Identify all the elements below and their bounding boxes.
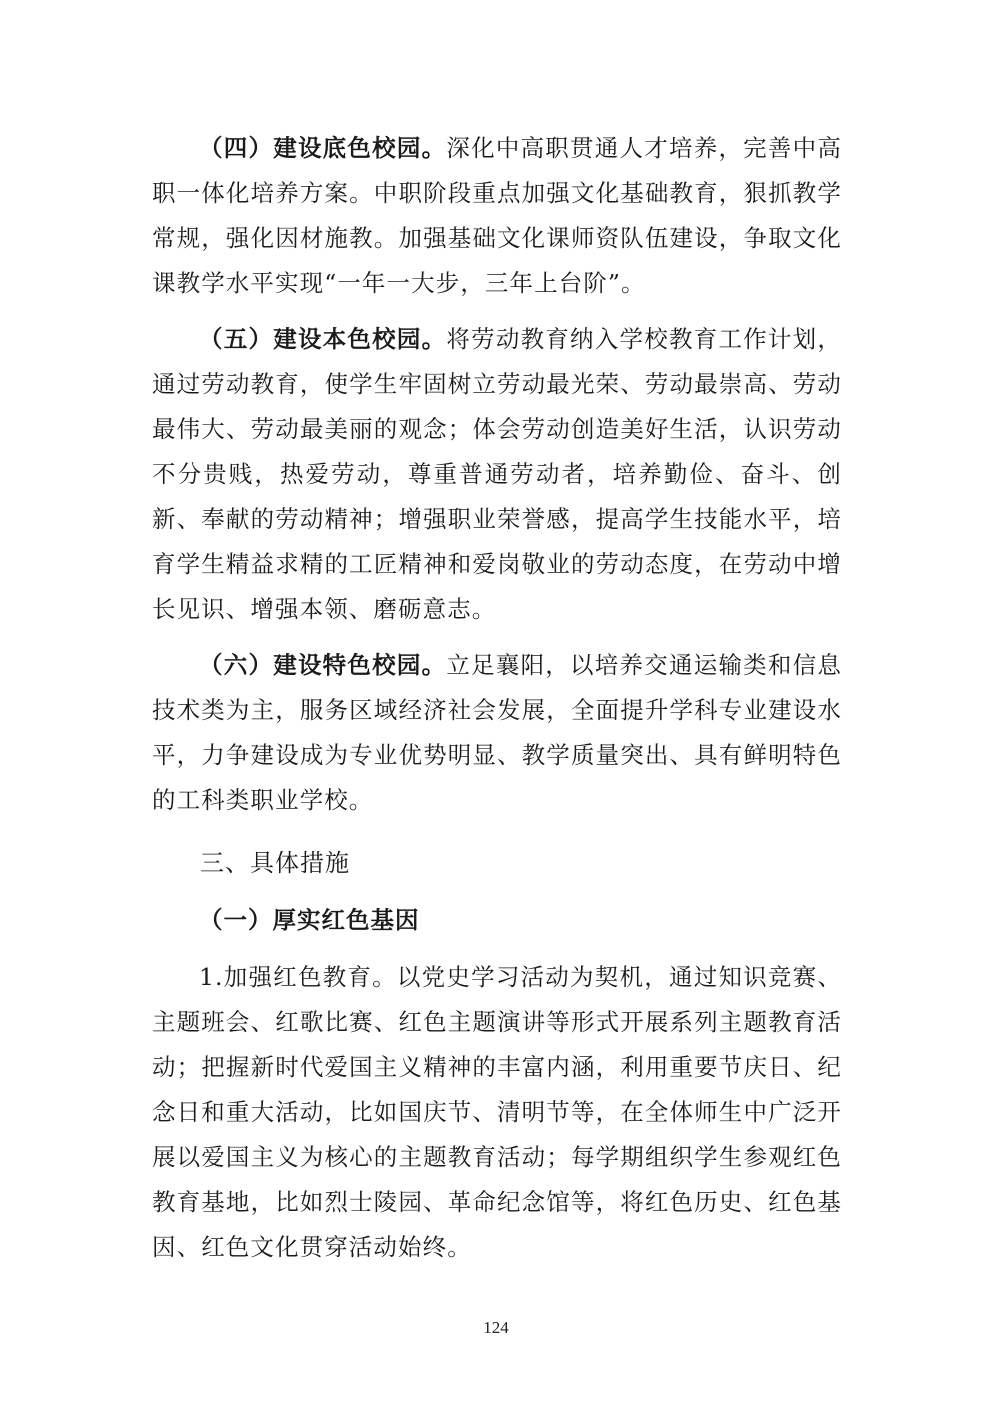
paragraph-lead: （六）建设特色校园。 (199, 651, 447, 679)
page-number: 124 (483, 1318, 509, 1337)
paragraph-campus-foundation (152, 126, 842, 306)
document-body (152, 126, 842, 1270)
paragraph-campus-feature (152, 643, 842, 823)
paragraph-text: 立足襄阳，以培养交通运输类和信息技术类为主，服务区域经济社会发展，全面提升学科专业建设水平，力争建设成为专业优势明显、教学质量突出、具有鲜明特色的工科类职业学校。 (152, 651, 842, 814)
subsection-heading: （一）厚实红色基因 (199, 906, 420, 934)
paragraph-text: 深化中高职贯通人才培养，完善中高职一体化培养方案。中职阶段重点加强文化基础教育，狠抓教学常规，强化因材施教。加强基础文化课师资队伍建设，争取文化课教学水平实现“一年一大步，三年上台阶”。 (152, 134, 842, 297)
paragraph-text: 将劳动教育纳入学校教育工作计划，通过劳动教育，使学生牢固树立劳动最光荣、劳动最崇高、劳动最伟大、劳动最美丽的观念；体会劳动创造美好生活，认识劳动不分贵贱，热爱劳动，尊重普通劳动者，培养勤俭、奋斗、创新、奉献的劳动精神；增强职业荣誉感，提高学生技能水平，培育学生精益求精的工匠精神和爱岗敬业的劳动态度，在劳动中增长见识、增强本领、磨砺意志。 (152, 325, 842, 623)
paragraph-campus-labor (152, 317, 842, 632)
paragraph-lead: （四）建设底色校园。 (199, 134, 447, 162)
paragraph-lead: （五）建设本色校园。 (199, 325, 447, 353)
section-heading: 三、具体措施 (200, 849, 350, 877)
paragraph-red-education: 1.加强红色教育。以党史学习活动为契机，通过知识竞赛、主题班会、红歌比赛、红色主题演讲等形式开展系列主题教育活动；把握新时代爱国主义精神的丰富内涵，利用重要节庆日、纪念日和重大活动，比如国庆节、清明节等，在全体师生中广泛开展以爱国主义为核心的主题教育活动；每学期组织学生参观红色教育基地，比如烈士陵园、革命纪念馆等，将红色历史、红色基因、红色文化贯穿活动始终。 (152, 963, 842, 1261)
